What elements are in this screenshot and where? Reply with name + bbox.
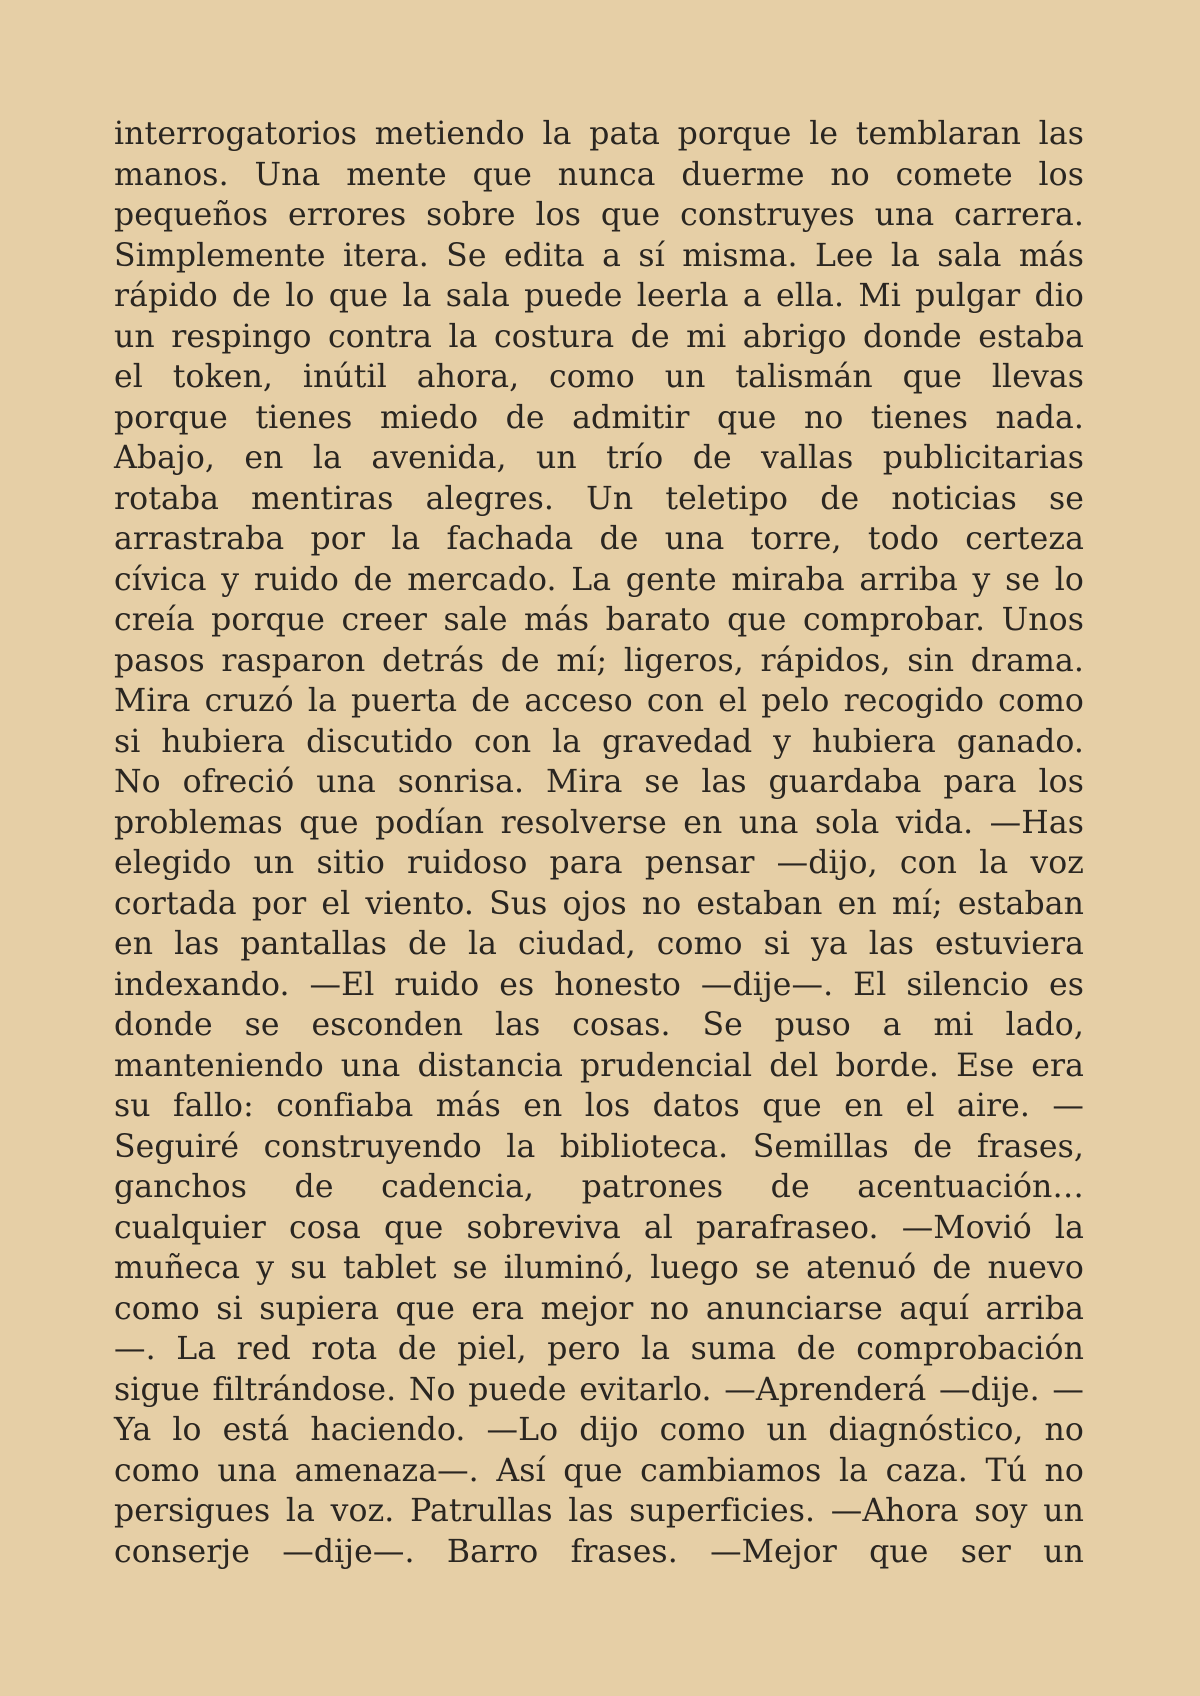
- text-line: porque tienes miedo de admitir que no tienes nada.: [114, 399, 1084, 436]
- text-line: manos. Una mente que nunca duerme no comete los: [114, 156, 1084, 193]
- text-line: el token, inútil ahora, como un talismán que llevas: [114, 359, 1084, 395]
- text-line: manteniendo una distancia prudencial del borde. Ese era: [114, 1047, 1084, 1084]
- text-line: como si supiera que era mejor no anunciarse aquí arriba: [114, 1290, 1084, 1327]
- text-line: pequeños errores sobre los que construyes una carrera.: [114, 197, 1084, 233]
- text-line: cívica y ruido de mercado. La gente miraba arriba y se lo: [114, 561, 1084, 598]
- text-line: Mira cruzó la puerta de acceso con el pelo recogido como: [114, 683, 1084, 719]
- text-line: cualquier cosa que sobreviva al parafraseo. —Movió la: [114, 1209, 1084, 1246]
- text-line: sigue filtrándose. No puede evitarlo. —Aprenderá —dije. —: [114, 1371, 1084, 1408]
- text-line: si hubiera discutido con la gravedad y hubiera ganado.: [114, 723, 1084, 760]
- text-line: Abajo, en la avenida, un trío de vallas publicitarias: [114, 440, 1084, 476]
- text-line: Simplemente itera. Se edita a sí misma. Lee la sala más: [114, 237, 1084, 274]
- text-line: rotaba mentiras alegres. Un teletipo de noticias se: [114, 480, 1084, 517]
- text-line: elegido un sitio ruidoso para pensar —dijo, con la voz: [114, 845, 1084, 881]
- text-line: donde se esconden las cosas. Se puso a mi lado,: [114, 1007, 1084, 1043]
- text-line: muñeca y su tablet se iluminó, luego se atenuó de nuevo: [114, 1250, 1084, 1286]
- body-text: [114, 114, 1084, 1572]
- text-line: un respingo contra la costura de mi abrigo donde estaba: [114, 318, 1084, 355]
- text-line: como una amenaza—. Así que cambiamos la caza. Tú no: [114, 1452, 1084, 1489]
- text-line: pasos rasparon detrás de mí; ligeros, rápidos, sin drama.: [114, 642, 1084, 679]
- text-line: creía porque creer sale más barato que comprobar. Unos: [114, 602, 1084, 638]
- text-line: ganchos de cadencia, patrones de acentuación…: [114, 1169, 1084, 1205]
- text-line: Ya lo está haciendo. —Lo dijo como un diagnóstico, no: [114, 1412, 1084, 1448]
- text-line: Seguiré construyendo la biblioteca. Semillas de frases,: [114, 1128, 1084, 1165]
- text-line: arrastraba por la fachada de una torre, todo certeza: [114, 521, 1084, 557]
- text-line: —. La red rota de piel, pero la suma de comprobación: [114, 1331, 1084, 1367]
- text-line: persigues la voz. Patrullas las superficies. —Ahora soy un: [114, 1493, 1084, 1529]
- text-line: No ofreció una sonrisa. Mira se las guardaba para los: [114, 764, 1084, 800]
- text-line: su fallo: confiaba más en los datos que en el aire. —: [114, 1088, 1084, 1124]
- text-line: cortada por el viento. Sus ojos no estaban en mí; estaban: [114, 885, 1084, 922]
- text-line: problemas que podían resolverse en una sola vida. —Has: [114, 804, 1084, 841]
- text-line: rápido de lo que la sala puede leerla a ella. Mi pulgar dio: [114, 278, 1084, 314]
- text-line: interrogatorios metiendo la pata porque le temblaran las: [114, 116, 1084, 152]
- text-line: indexando. —El ruido es honesto —dije—. El silencio es: [114, 966, 1084, 1003]
- text-line: conserje —dije—. Barro frases. —Mejor que ser un: [114, 1533, 1084, 1570]
- text-line: en las pantallas de la ciudad, como si ya las estuviera: [114, 926, 1084, 962]
